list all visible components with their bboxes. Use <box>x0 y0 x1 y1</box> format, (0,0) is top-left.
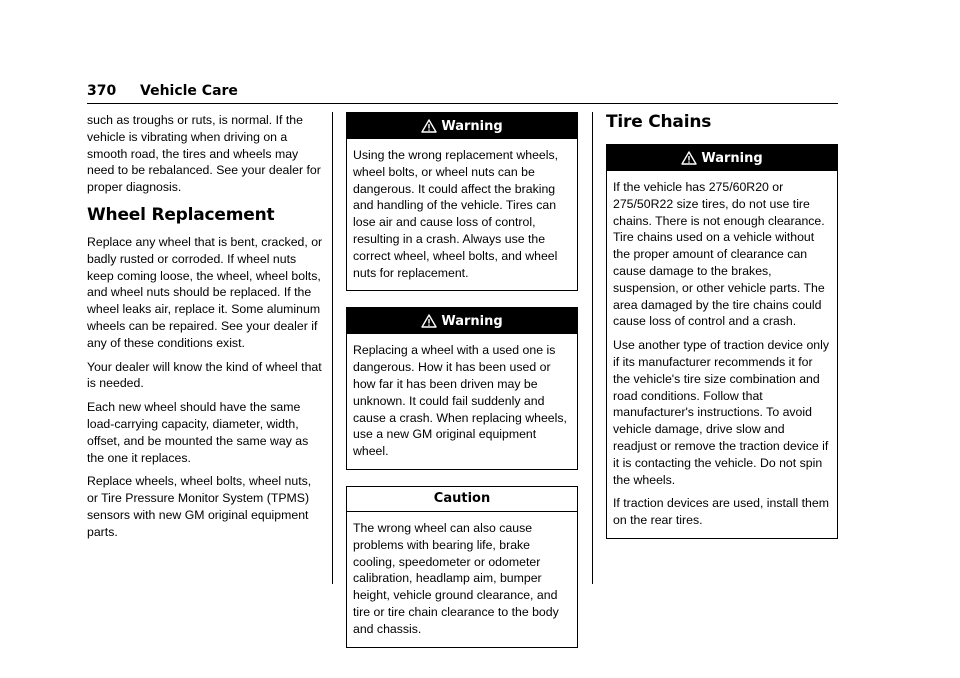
warning-header <box>347 113 577 139</box>
warning-title: Warning <box>701 150 763 166</box>
warning-text: Replacing a wheel with a used one is dangerous. How it has been used or how far it has been driven may be unknown. It could fail suddenly and cause a crash. When replacing wheels, use a new GM original equipment wheel. <box>353 343 567 459</box>
warning-text: If traction devices are used, install them on the rear tires. <box>613 496 829 528</box>
warning-triangle-icon <box>681 151 697 165</box>
caution-header <box>347 487 577 512</box>
page-header <box>87 83 838 104</box>
paragraph: Replace wheels, wheel bolts, wheel nuts, or Tire Pressure Monitor System (TPMS) sensors with new GM original equipment parts. <box>87 474 312 539</box>
column-divider <box>592 112 593 584</box>
warning-header <box>347 308 577 334</box>
caution-title: Caution <box>433 491 491 507</box>
intro-paragraph: such as troughs or ruts, is normal. If the vehicle is vibrating when driving on a smooth road, the tires and wheels may need to be rebalanced. See your dealer for proper diagnosis. <box>87 113 321 195</box>
warning-box-tire-chains <box>606 144 838 539</box>
paragraph: Your dealer will know the kind of wheel that is needed. <box>87 359 322 391</box>
warning-title: Warning <box>441 313 503 329</box>
warning-text: If the vehicle has 275/60R20 or 275/50R22 size tires, do not use tire chains. There is not enough clearance. Tire chains used on a vehicle without the proper amount of clearance can cause damage to the brakes, suspension, or other vehicle parts. The area damaged by the tire chains could cause loss of control and a crash. <box>613 180 825 329</box>
caution-text: The wrong wheel can also cause problems with bearing life, brake cooling, speedometer or odometer calibration, headlamp aim, bumper height, vehicle ground clearance, and tire or tire chain clearance to the body and chassis. <box>353 520 559 636</box>
warning-title: Warning <box>441 118 503 134</box>
warning-text: Use another type of traction device only if its manufacturer recommends it for the vehicle's tire size combination and road conditions. Follow that manufacturer's instructions. To avoid vehicle damage, drive slow and readjust or remove the traction device if it is contacting the vehicle. Do not spin the wheels. <box>613 338 830 487</box>
warning-box-replacement-parts <box>346 112 578 291</box>
column-divider <box>332 112 333 584</box>
column-3 <box>606 112 838 555</box>
tire-chains-heading: Tire Chains <box>606 112 712 132</box>
wheel-replacement-heading: Wheel Replacement <box>87 204 275 225</box>
caution-box <box>346 486 578 648</box>
paragraph: Replace any wheel that is bent, cracked, or badly rusted or corroded. If wheel nuts keep coming loose, the wheel, wheel bolts, and wheel nuts should be replaced. If the wheel leaks air, replace it. Some aluminum wheels can be repaired. See your dealer if any of these conditions exist. <box>87 234 323 350</box>
warning-triangle-icon <box>421 119 437 133</box>
warning-header <box>607 145 837 171</box>
column-1 <box>87 112 323 548</box>
warning-box-used-wheel <box>346 307 578 470</box>
section-title: Vehicle Care <box>140 83 238 99</box>
warning-triangle-icon <box>421 314 437 328</box>
paragraph: Each new wheel should have the same load-carrying capacity, diameter, width, offset, and be mounted the same way as the one it replaces. <box>87 400 309 465</box>
page-number: 370 <box>87 83 117 99</box>
column-2 <box>346 112 578 664</box>
warning-text: Using the wrong replacement wheels, wheel bolts, or wheel nuts can be dangerous. It could affect the braking and handling of the vehicle. Tires can lose air and cause loss of control, resulting in a crash. Always use the correct wheel, wheel bolts, and wheel nuts for replacement. <box>353 148 559 280</box>
